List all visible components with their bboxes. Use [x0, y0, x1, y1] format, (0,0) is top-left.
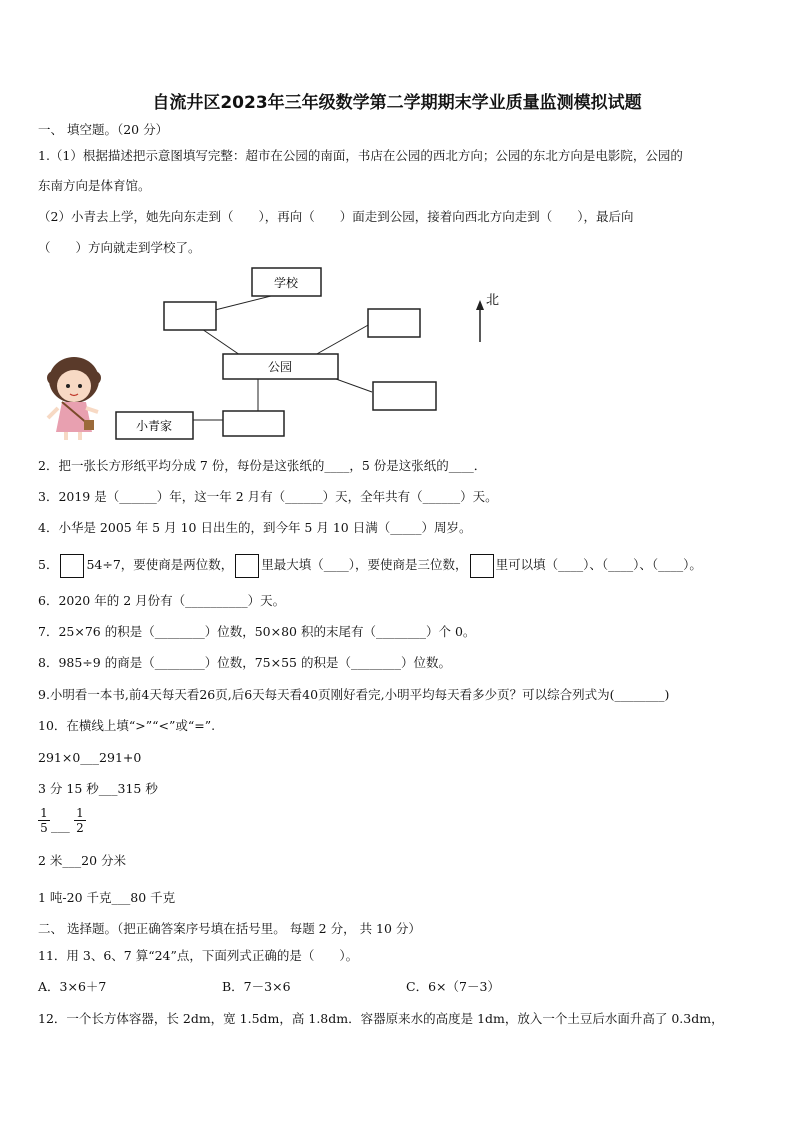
q2: 2．把一张长方形纸平均分成 7 份，每份是这张纸的____，5 份是这张纸的____．	[38, 458, 487, 473]
fraction-left-denominator: 5	[40, 821, 48, 835]
fraction-right	[74, 806, 86, 835]
q5-box-1	[60, 554, 84, 578]
fraction-left	[38, 806, 50, 835]
q5-number: 5．	[38, 557, 59, 572]
q11-option-b: B．7－3×6	[222, 979, 291, 994]
blank-box-southeast	[373, 382, 436, 410]
q5-box-2	[235, 554, 259, 578]
q1-line4: （ ）方向就走到学校了。	[38, 240, 201, 255]
line-left-park	[199, 327, 240, 355]
q10-item-e: 1 吨-20 千克___80 千克	[38, 890, 176, 905]
q9: 9.小明看一本书,前4天每天看26页,后6天每天看40页刚好看完,小明平均每天看多少页？可以综合列式为(________)	[38, 687, 670, 702]
q7: 7．25×76 的积是（________）位数，50×80 积的末尾有（________）个 0。	[38, 624, 476, 639]
page-title: 自流井区2023年三年级数学第二学期期末学业质量监测模拟试题	[152, 93, 642, 113]
q11-stem: 11．用 3、6、7 算“24”点，下面列式正确的是（ ）。	[38, 948, 359, 963]
q1-line3: （2）小青去上学，她先向东走到（ ），再向（ ）面走到公园，接着向西北方向走到（ ），最后向	[38, 209, 634, 224]
q5-part3: 里可以填（____）、（____）、（____）。	[495, 557, 702, 572]
q4: 4．小华是 2005 年 5 月 10 日出生的，到今年 5 月 10 日满（_____）周岁。	[38, 520, 472, 535]
q5-part1: 54÷7，要使商是两位数，	[86, 557, 234, 572]
line-park-ne	[315, 324, 370, 355]
q1-line1: 1.（1）根据描述把示意图填写完整：超市在公园的南面，书店在公园的西北方向；公园的东北方向是电影院，公园的	[38, 148, 683, 163]
q10-item-a: 291×0___291+0	[38, 750, 142, 765]
q8: 8．985÷9 的商是（________）位数，75×55 的积是（________）位数。	[38, 655, 451, 670]
blank-box-northwest	[164, 302, 216, 330]
q5-part2: 里最大填（____），要使商是三位数，	[261, 557, 468, 572]
q11-option-c: C．6×（7－3）	[406, 979, 500, 994]
fraction-left-numerator: 1	[40, 806, 48, 820]
q12: 12．一个长方体容器，长 2dm，宽 1.5dm，高 1.8dm．容器原来水的高度是 1dm，放入一个土豆后水面升高了 0.3dm，	[38, 1011, 724, 1026]
north-label: 北	[486, 293, 500, 308]
fraction-blank: ___	[51, 818, 70, 833]
section2-heading: 二、 选择题。（把正确答案序号填在括号里。 每题 2 分， 共 10 分）	[38, 921, 421, 936]
park-label: 公园	[267, 360, 293, 374]
section1-heading: 一、 填空题。（20 分）	[38, 122, 169, 137]
fraction-right-numerator: 1	[76, 806, 84, 820]
blank-box-northeast	[368, 309, 420, 337]
q5	[38, 552, 702, 578]
blank-box-south	[223, 411, 284, 436]
q10-item-b: 3 分 15 秒___315 秒	[38, 781, 158, 796]
q6: 6．2020 年的 2 月份有（__________）天。	[38, 593, 286, 608]
school-label: 学校	[273, 276, 299, 290]
north-arrow-icon	[476, 300, 484, 342]
q5-box-3	[470, 554, 494, 578]
girl-cartoon-icon	[47, 357, 101, 440]
home-label: 小青家	[135, 419, 173, 433]
fraction-right-denominator: 2	[76, 821, 84, 835]
direction-diagram	[40, 262, 520, 446]
q11-option-a: A．3×6＋7	[38, 979, 107, 994]
q3: 3．2019 是（______）年，这一年 2 月有（______）天，全年共有（______）天。	[38, 489, 498, 504]
q10-item-d: 2 米___20 分米	[38, 853, 127, 868]
q1-line2: 东南方向是体育馆。	[38, 178, 151, 193]
q10-stem: 10．在横线上填“>”“<”或“=”.	[38, 718, 216, 733]
